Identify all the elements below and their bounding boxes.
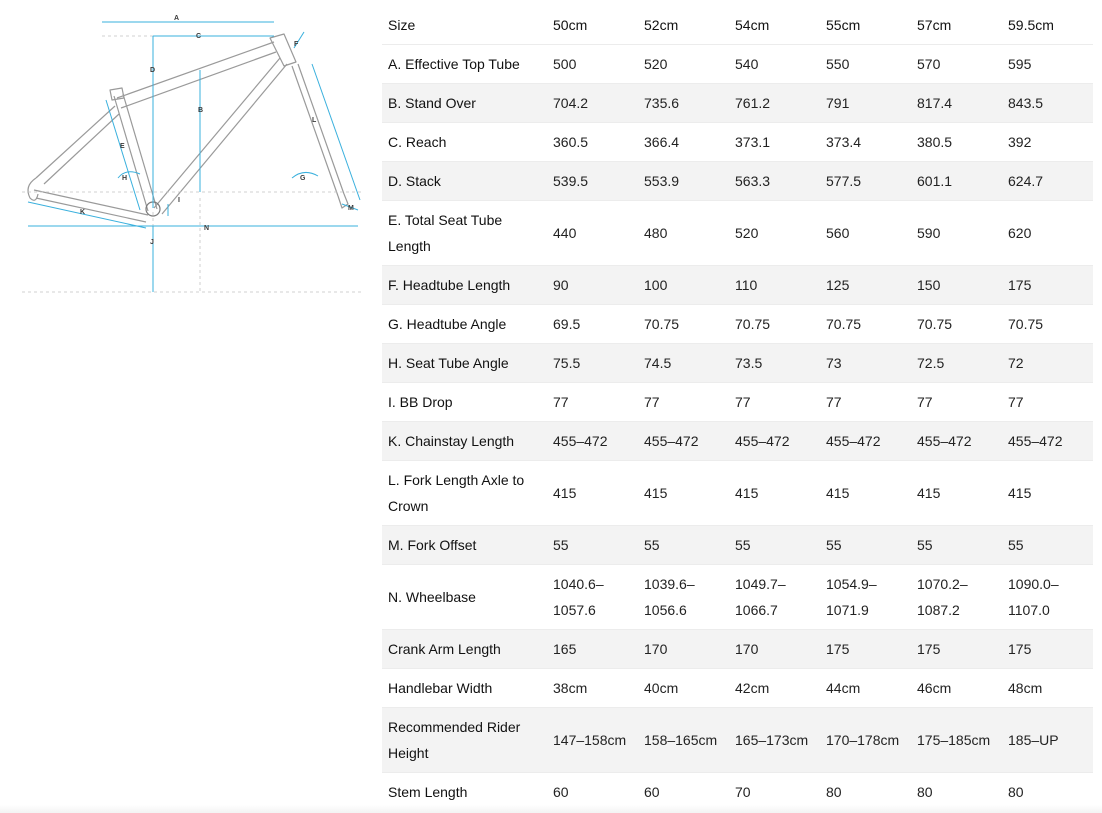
geometry-diagram xyxy=(22,8,362,298)
table-row xyxy=(382,461,1093,526)
label-b: B xyxy=(198,107,204,114)
row-value: 175 xyxy=(917,641,941,657)
row-label: Crank Arm Length xyxy=(388,641,501,657)
row-value: 455–472 xyxy=(1008,433,1063,449)
row-value: 72.5 xyxy=(917,355,945,371)
table-row xyxy=(382,422,1093,461)
row-value: 480 xyxy=(644,225,668,241)
row-value: 620 xyxy=(1008,225,1032,241)
row-value: 55 xyxy=(735,537,751,553)
header-size-57: 57cm xyxy=(917,17,952,33)
row-value: 77 xyxy=(735,394,751,410)
frame-geometry-svg xyxy=(22,8,362,298)
row-value: 550 xyxy=(826,56,850,72)
row-value: 1049.7–1066.7 xyxy=(735,576,786,618)
table-row xyxy=(382,526,1093,565)
row-value: 595 xyxy=(1008,56,1032,72)
row-value: 704.2 xyxy=(553,95,589,111)
row-value: 170 xyxy=(735,641,759,657)
row-value: 560 xyxy=(826,225,850,241)
row-value: 74.5 xyxy=(644,355,672,371)
row-value: 80 xyxy=(826,784,842,800)
row-value: 553.9 xyxy=(644,173,680,189)
row-value: 415 xyxy=(826,485,850,501)
row-value: 455–472 xyxy=(553,433,608,449)
row-value: 1090.0–1107.0 xyxy=(1008,576,1059,618)
label-g: G xyxy=(300,175,306,182)
row-value: 577.5 xyxy=(826,173,862,189)
row-value: 415 xyxy=(1008,485,1032,501)
row-value: 415 xyxy=(644,485,668,501)
row-value: 80 xyxy=(1008,784,1024,800)
row-value: 392 xyxy=(1008,134,1032,150)
row-value: 1039.6–1056.6 xyxy=(644,576,695,618)
label-d: D xyxy=(150,67,156,74)
row-value: 380.5 xyxy=(917,134,953,150)
row-value: 69.5 xyxy=(553,316,581,332)
dimension-lines xyxy=(28,22,360,292)
row-value: 77 xyxy=(826,394,842,410)
label-k: K xyxy=(80,209,86,216)
row-value: 570 xyxy=(917,56,941,72)
row-value: 520 xyxy=(735,225,759,241)
geometry-table xyxy=(382,6,1093,812)
row-value: 165–173cm xyxy=(735,732,809,748)
row-value: 817.4 xyxy=(917,95,953,111)
row-value: 80 xyxy=(917,784,933,800)
row-value: 38cm xyxy=(553,680,588,696)
row-value: 165 xyxy=(553,641,577,657)
table-row xyxy=(382,84,1093,123)
table-body xyxy=(382,45,1093,812)
row-value: 90 xyxy=(553,277,569,293)
row-label: F. Headtube Length xyxy=(388,277,511,293)
table-row xyxy=(382,669,1093,708)
row-value: 500 xyxy=(553,56,577,72)
row-label: Handlebar Width xyxy=(388,680,493,696)
table-header-row xyxy=(382,6,1093,45)
table-row xyxy=(382,383,1093,422)
row-value: 150 xyxy=(917,277,941,293)
row-value: 360.5 xyxy=(553,134,589,150)
row-value: 77 xyxy=(553,394,569,410)
table-row xyxy=(382,565,1093,630)
row-value: 55 xyxy=(644,537,660,553)
row-value: 55 xyxy=(826,537,842,553)
table-row xyxy=(382,630,1093,669)
row-value: 125 xyxy=(826,277,850,293)
row-label: C. Reach xyxy=(388,134,447,150)
row-value: 70.75 xyxy=(1008,316,1044,332)
row-value: 77 xyxy=(1008,394,1024,410)
row-value: 455–472 xyxy=(735,433,790,449)
row-value: 761.2 xyxy=(735,95,771,111)
label-a: A xyxy=(174,15,180,22)
row-value: 455–472 xyxy=(917,433,972,449)
row-value: 77 xyxy=(917,394,933,410)
row-value: 44cm xyxy=(826,680,861,696)
row-value: 60 xyxy=(553,784,569,800)
row-value: 70.75 xyxy=(735,316,771,332)
row-value: 1070.2–1087.2 xyxy=(917,576,968,618)
row-value: 735.6 xyxy=(644,95,680,111)
label-i: I xyxy=(178,197,180,204)
row-value: 563.3 xyxy=(735,173,771,189)
row-value: 175 xyxy=(1008,277,1032,293)
row-value: 77 xyxy=(644,394,660,410)
row-value: 100 xyxy=(644,277,668,293)
row-value: 539.5 xyxy=(553,173,589,189)
header-size-55: 55cm xyxy=(826,17,861,33)
header-size: Size xyxy=(388,17,416,33)
row-value: 110 xyxy=(735,277,758,293)
row-value: 147–158cm xyxy=(553,732,627,748)
table-row xyxy=(382,708,1093,773)
dimension-labels xyxy=(80,15,354,246)
header-size-50: 50cm xyxy=(553,17,588,33)
row-value: 843.5 xyxy=(1008,95,1044,111)
row-label: I. BB Drop xyxy=(388,394,453,410)
row-value: 1040.6–1057.6 xyxy=(553,576,604,618)
row-value: 75.5 xyxy=(553,355,581,371)
label-c: C xyxy=(196,33,202,40)
row-label: E. Total Seat Tube Length xyxy=(388,212,503,254)
row-value: 455–472 xyxy=(644,433,699,449)
row-value: 440 xyxy=(553,225,577,241)
header-size-52: 52cm xyxy=(644,17,679,33)
table-row xyxy=(382,162,1093,201)
row-value: 590 xyxy=(917,225,941,241)
row-value: 373.1 xyxy=(735,134,771,150)
label-h: H xyxy=(122,175,128,182)
row-value: 60 xyxy=(644,784,660,800)
row-value: 175 xyxy=(1008,641,1032,657)
row-label: K. Chainstay Length xyxy=(388,433,515,449)
row-value: 55 xyxy=(1008,537,1024,553)
row-value: 40cm xyxy=(644,680,679,696)
row-value: 520 xyxy=(644,56,668,72)
row-value: 791 xyxy=(826,95,850,111)
row-label: D. Stack xyxy=(388,173,441,189)
label-j: J xyxy=(150,239,154,246)
row-value: 185–UP xyxy=(1008,732,1059,748)
bike-frame xyxy=(28,34,348,222)
header-size-59-5: 59.5cm xyxy=(1008,17,1054,33)
row-value: 455–472 xyxy=(826,433,881,449)
table-row xyxy=(382,45,1093,84)
table-row xyxy=(382,266,1093,305)
guide-lines xyxy=(22,36,362,292)
row-label: M. Fork Offset xyxy=(388,537,477,553)
row-value: 1054.9–1071.9 xyxy=(826,576,877,618)
table-row xyxy=(382,305,1093,344)
row-value: 73 xyxy=(826,355,842,371)
row-value: 48cm xyxy=(1008,680,1043,696)
row-value: 415 xyxy=(553,485,577,501)
label-n: N xyxy=(204,225,210,232)
label-e: E xyxy=(120,143,125,150)
row-value: 70.75 xyxy=(826,316,862,332)
row-value: 540 xyxy=(735,56,759,72)
row-value: 42cm xyxy=(735,680,770,696)
row-label: Recommended Rider Height xyxy=(388,719,521,761)
row-value: 415 xyxy=(735,485,759,501)
row-value: 46cm xyxy=(917,680,952,696)
row-label: Stem Length xyxy=(388,784,468,800)
row-value: 601.1 xyxy=(917,173,953,189)
row-label: N. Wheelbase xyxy=(388,589,476,605)
row-label: L. Fork Length Axle to Crown xyxy=(388,472,525,514)
row-value: 175–185cm xyxy=(917,732,991,748)
row-value: 366.4 xyxy=(644,134,680,150)
row-label: H. Seat Tube Angle xyxy=(388,355,509,371)
row-label: A. Effective Top Tube xyxy=(388,56,520,72)
row-value: 70.75 xyxy=(917,316,953,332)
row-value: 72 xyxy=(1008,355,1024,371)
label-l: L xyxy=(312,117,317,124)
row-value: 415 xyxy=(917,485,941,501)
header-size-54: 54cm xyxy=(735,17,770,33)
row-value: 158–165cm xyxy=(644,732,718,748)
row-label: G. Headtube Angle xyxy=(388,316,507,332)
label-m: M xyxy=(348,205,354,212)
row-value: 70 xyxy=(735,784,751,800)
row-value: 170 xyxy=(644,641,668,657)
row-value: 70.75 xyxy=(644,316,680,332)
row-label: B. Stand Over xyxy=(388,95,476,111)
row-value: 175 xyxy=(826,641,850,657)
row-value: 170–178cm xyxy=(826,732,900,748)
row-value: 624.7 xyxy=(1008,173,1044,189)
label-f: F xyxy=(294,41,299,48)
table-row xyxy=(382,344,1093,383)
row-value: 55 xyxy=(553,537,569,553)
row-value: 373.4 xyxy=(826,134,862,150)
row-value: 55 xyxy=(917,537,933,553)
row-value: 73.5 xyxy=(735,355,763,371)
bottom-edge xyxy=(0,805,1102,813)
table-row xyxy=(382,123,1093,162)
table-row xyxy=(382,201,1093,266)
